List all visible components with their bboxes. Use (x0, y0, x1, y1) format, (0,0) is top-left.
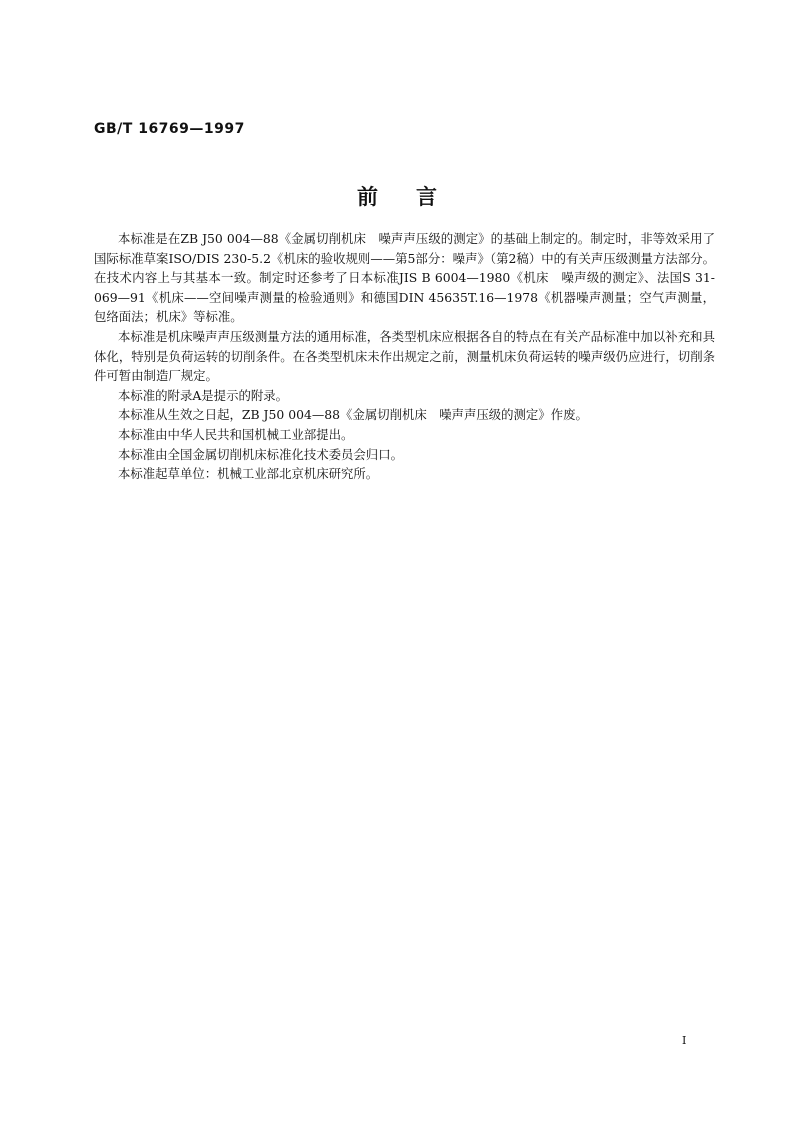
paragraph-basis: 本标准是在ZB J50 004—88《金属切削机床 噪声声压级的测定》的基础上制定的。制定时，非等效采用了国际标准草案ISO/DIS 230-5.2《机床的验收规则——第5部分：噪声》（第2稿）中的有关声压级测量方法部分。在技术内容上与其基本一致。制定时还参考了日本标准JIS B 6004—1980《机床 噪声级的测定》、法国S 31-069—91《机床——空间噪声测量的检验通则》和德国DIN 45635T.16—1978《机器噪声测量；空气声测量，包络面法；机床》等标准。 (94, 231, 715, 325)
section-title: 前言 (357, 185, 475, 209)
paragraph-supersedes: 本标准从生效之日起，ZB J50 004—88《金属切削机床 噪声声压级的测定》作废。 (118, 407, 588, 423)
paragraph-scope: 本标准是机床噪声声压级测量方法的通用标准，各类型机床应根据各自的特点在有关产品标准中加以补充和具体化，特别是负荷运转的切削条件。在各类型机床未作出规定之前，测量机床负荷运转的噪声级仍应进行，切削条件可暂由制造厂规定。 (94, 328, 715, 384)
paragraph-proposer: 本标准由中华人民共和国机械工业部提出。 (118, 426, 354, 442)
paragraph-appendix: 本标准的附录A是提示的附录。 (118, 387, 289, 403)
foreword-body (94, 229, 715, 484)
page-number: I (682, 1034, 687, 1047)
standard-code: GB/T 16769—1997 (94, 121, 245, 137)
paragraph-committee: 本标准由全国金属切削机床标准化技术委员会归口。 (118, 446, 403, 462)
paragraph-drafter: 本标准起草单位：机械工业部北京机床研究所。 (118, 466, 379, 482)
